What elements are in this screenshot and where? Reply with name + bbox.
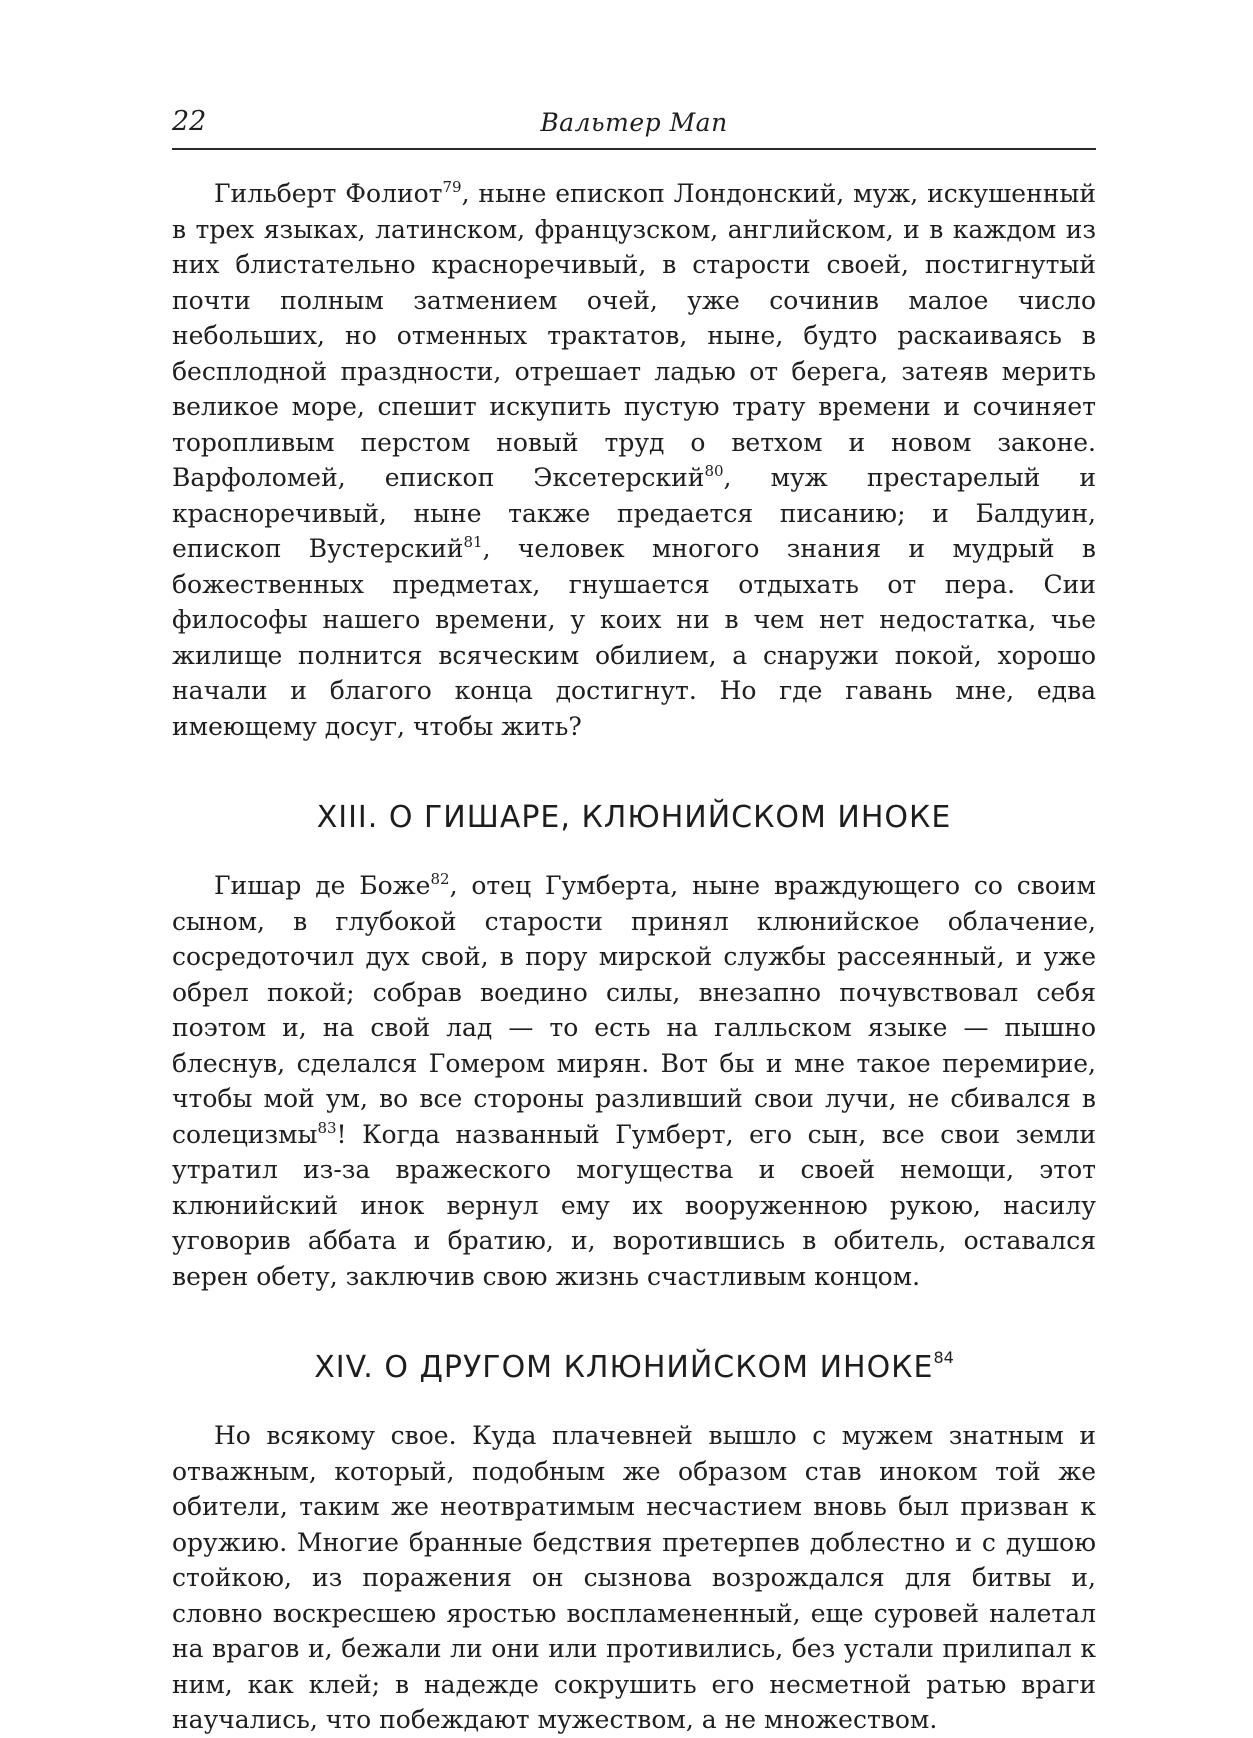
footnote-ref-80: 80 xyxy=(704,462,724,480)
text-run: , отец Гумберта, ныне враждующего со своим сыном, в глубокой старости принял клюнийское облачение, сосредоточил дух свой, в пору мирской службы рассеянный, и уже обрел покой; собрав воедино силы, внезапно почувствовал себя поэтом и, на свой лад — то есть на галльском языке — пышно блеснув, сделался Гомером мирян. Вот бы и мне такое перемирие, чтобы мой ум, во все стороны разливший свои лучи, не сбивался в солецизмы xyxy=(172,871,1096,1149)
footnote-ref-83: 83 xyxy=(317,1118,337,1137)
text-run: , муж престарелый и красноречивый, ныне также предается писанию; и Балдуин, епископ Вустерский xyxy=(172,463,1096,563)
running-title: Вальтер Мап xyxy=(540,108,728,137)
chapter-heading-xiii: XIII. О ГИШАРЕ, КЛЮНИЙСКОМ ИНОКЕ xyxy=(316,800,952,835)
text-run: ! Когда названный Гумберт, его сын, все свои земли утратил из-за вражеского могущества и своей немощи, этот клюнийский инок вернул ему их вооруженною рукою, насилу уговорив аббата и братию, и, воротившись в обитель, оставался верен обету, заключив свою жизнь счастливым концом. xyxy=(172,1119,1096,1291)
chapter-heading-xiv xyxy=(172,1348,1096,1388)
text-run: Гишар де Боже xyxy=(214,871,431,900)
footnote-ref-79: 79 xyxy=(442,178,462,196)
page-body xyxy=(172,176,1096,1738)
text-run: Гильберт Фолиот xyxy=(214,179,443,208)
paragraph-other-monk: Но всякому свое. Куда плачевней вышло с мужем знатным и отважным, который, подобным же образом став иноком той же обители, таким же неотвратимым несчастием вновь был призван к оружию. Многие бранные бедствия претерпев доблестно и с душою стойкою, из поражения он сызнова возрождался для битвы и, словно воскресшею яростью воспламененный, еще суровей налетал на врагов и, бежали ли они или противились, без устали прилипал к ним, как клей; в надежде сокрушить его несметной ратью враги научались, что побеждают мужеством, а не множеством. xyxy=(172,1421,1096,1734)
footnote-ref-81: 81 xyxy=(463,533,483,551)
footnote-ref-82: 82 xyxy=(430,870,450,888)
text-run: , ныне епископ Лондонский, муж, искушенный в трех языках, латинском, французском, английском, и в каждом из них блистательно красноречивый, в старости своей, постигнутый почти полным затмением очей, уже сочинив малое число небольших, но отменных трактатов, ныне, будто раскаиваясь в бесплодной праздности, отрешает ладью от берега, затеяв мерить великое море, спешит искупить пустую трату времени и сочиняет торопливым перстом новый труд о ветхом и новом законе. Варфоломей, епископ Эксетерский xyxy=(172,179,1096,492)
running-header xyxy=(172,104,1096,150)
page-number: 22 xyxy=(172,106,207,137)
text-run: , человек многого знания и мудрый в божественных предметах, гнушается отдыхать от пера. Сии философы нашего времени, у коих ни в чем нет недостатка, чье жилище полнится всяческим обилием, а снаружи покой, хорошо начали и благого конца достигнут. Но где гавань мне, едва имеющему досуг, чтобы жить? xyxy=(172,534,1096,741)
chapter-title: XIV. О ДРУГОМ КЛЮНИЙСКОМ ИНОКЕ xyxy=(314,1350,934,1385)
footnote-ref-84: 84 xyxy=(933,1348,954,1367)
paragraph-guichard xyxy=(172,868,1096,1294)
paragraph-foliot xyxy=(172,176,1096,744)
